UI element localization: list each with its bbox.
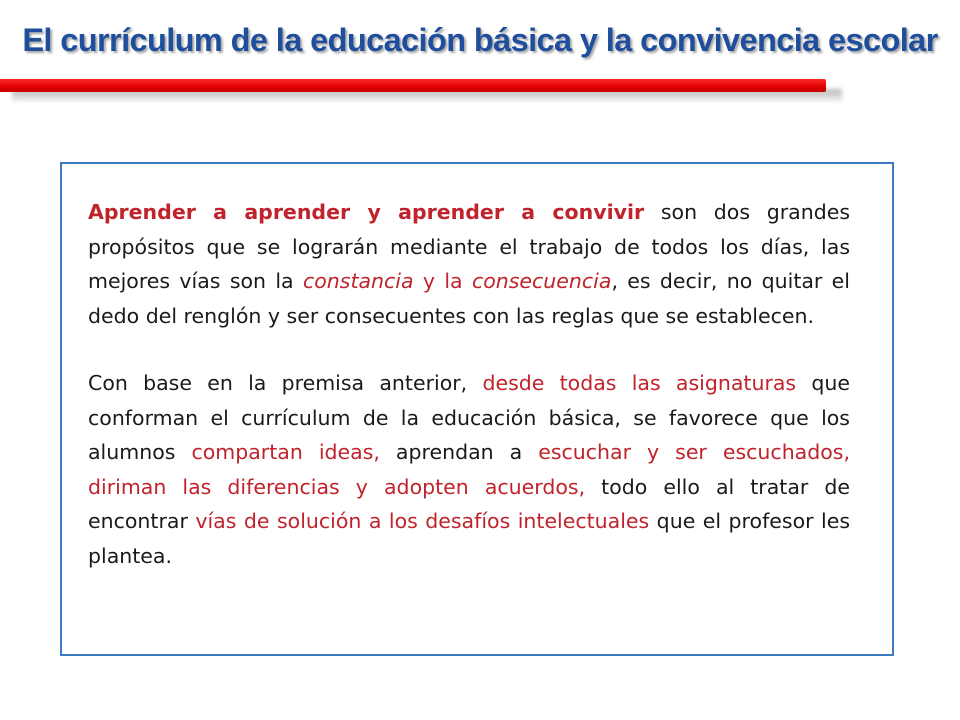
slide-title: El currículum de la educación básica y la convivencia escolar <box>22 22 938 58</box>
content-text <box>88 195 850 606</box>
p2-text-b: que conforman el currículum de la educación básica, se favorece que los alumnos <box>88 371 850 464</box>
title-underline-bar <box>0 79 826 92</box>
p2-emphasis-3: escuchar y ser escuchados, diriman las diferencias y adopten acuerdos, <box>88 440 850 499</box>
p2-text-a: Con base en la premisa anterior, <box>88 371 483 395</box>
p1-text-a: son dos grandes propósitos que se lograrán mediante el trabajo de todos los días, las mejores vías son la <box>88 200 850 293</box>
p2-emphasis-4: vías de solución a los desafíos intelectuales <box>195 509 650 533</box>
p2-text-e: que el profesor les plantea. <box>88 509 851 568</box>
content-box <box>60 162 894 656</box>
p2-text-d: todo ello al tratar de encontrar <box>88 474 851 533</box>
paragraph-2 <box>88 366 850 573</box>
p2-text-c: aprendan a <box>379 440 539 464</box>
paragraph-1 <box>88 195 850 333</box>
p2-emphasis-1: desde todas las asignaturas <box>482 371 797 395</box>
p1-emphasis-italic-1: constancia <box>302 269 414 293</box>
p1-text-b: , es decir, no quitar el dedo del renglón y ser consecuentes con las reglas que se establecen. <box>88 269 850 328</box>
p1-connector: y la <box>413 269 472 293</box>
p1-emphasis-italic-2: consecuencia <box>471 269 612 293</box>
p2-emphasis-2: compartan ideas, <box>191 440 380 464</box>
p1-emphasis-bold: Aprender a aprender y aprender a convivir <box>88 200 645 224</box>
